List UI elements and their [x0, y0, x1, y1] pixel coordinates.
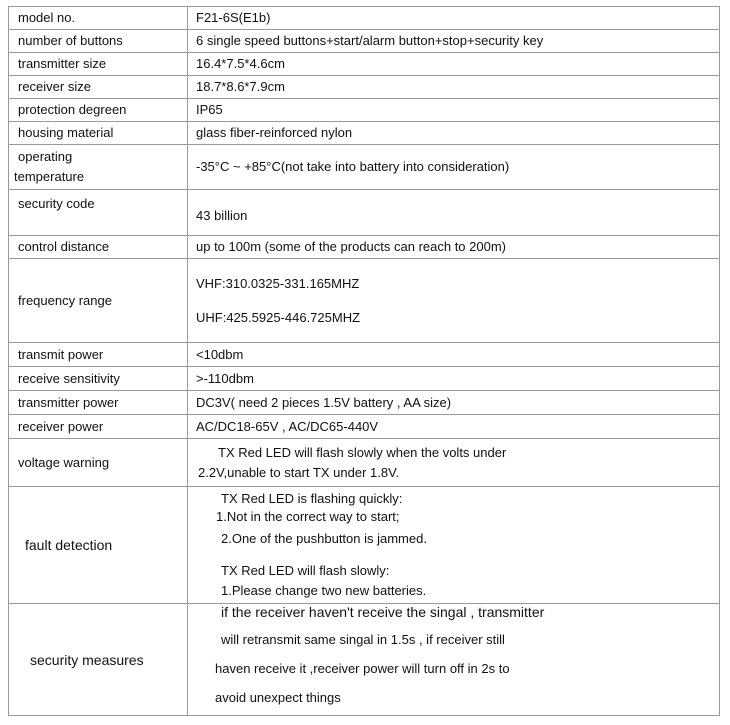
- row-label: housing material: [9, 122, 188, 145]
- value-line: 1.Not in the correct way to start;: [216, 509, 400, 524]
- row-label: transmitter power: [9, 391, 188, 415]
- row-value: 16.4*7.5*4.6cm: [188, 53, 720, 76]
- row-value: <10dbm: [188, 343, 720, 367]
- label-line: temperature: [14, 169, 85, 184]
- table-row: [9, 236, 720, 259]
- table-row: [9, 30, 720, 53]
- row-label: transmitter size: [9, 53, 188, 76]
- row-value: [188, 259, 720, 343]
- table-row: [9, 76, 720, 99]
- value-line: VHF:310.0325-331.165MHZ: [196, 275, 360, 291]
- row-label: [9, 145, 188, 190]
- row-label: transmit power: [9, 343, 188, 367]
- label-line: operating: [18, 149, 73, 164]
- value-line: avoid unexpect things: [215, 690, 341, 705]
- row-value: >-110dbm: [188, 367, 720, 391]
- row-value: [188, 487, 720, 604]
- row-label: number of buttons: [9, 30, 188, 53]
- table-row: [9, 343, 720, 367]
- table-row: [9, 122, 720, 145]
- row-value: [188, 439, 720, 487]
- row-label: receiver size: [9, 76, 188, 99]
- row-label: voltage warning: [9, 439, 188, 487]
- row-value: F21-6S(E1b): [188, 7, 720, 30]
- table-row: [9, 391, 720, 415]
- value-line: UHF:425.5925-446.725MHZ: [196, 309, 361, 325]
- row-value: 43 billion: [188, 190, 720, 236]
- row-label: frequency range: [9, 259, 188, 343]
- row-value: -35°C ~ +85°C(not take into battery into consideration): [188, 145, 720, 190]
- spec-table: [8, 6, 720, 716]
- row-label: fault detection: [9, 487, 188, 604]
- value-line: TX Red LED will flash slowly:: [221, 563, 390, 578]
- table-row: [9, 415, 720, 439]
- row-label: security code: [9, 190, 188, 236]
- row-label: control distance: [9, 236, 188, 259]
- value-line: TX Red LED will flash slowly when the volts under: [218, 444, 507, 460]
- table-row: [9, 145, 720, 190]
- table-row: [9, 367, 720, 391]
- value-line: TX Red LED is flashing quickly:: [221, 491, 403, 506]
- value-line: 1.Please change two new batteries.: [221, 583, 427, 598]
- row-value: 6 single speed buttons+start/alarm button+stop+security key: [188, 30, 720, 53]
- row-value: up to 100m (some of the products can reach to 200m): [188, 236, 720, 259]
- table-row: [9, 259, 720, 343]
- row-label: security measures: [9, 604, 188, 716]
- table-row: [9, 99, 720, 122]
- row-label: protection degreen: [9, 99, 188, 122]
- row-value: AC/DC18-65V , AC/DC65-440V: [188, 415, 720, 439]
- row-value: DC3V( need 2 pieces 1.5V battery , AA size): [188, 391, 720, 415]
- value-line: if the receiver haven't receive the singal , transmitter: [221, 604, 545, 620]
- table-row: [9, 604, 720, 716]
- row-value: [188, 604, 720, 716]
- value-line: 2.One of the pushbutton is jammed.: [221, 531, 427, 546]
- table-row: [9, 190, 720, 236]
- row-label: model no.: [9, 7, 188, 30]
- row-value: IP65: [188, 99, 720, 122]
- row-label: receive sensitivity: [9, 367, 188, 391]
- table-row: [9, 439, 720, 487]
- value-line: will retransmit same singal in 1.5s , if receiver still: [221, 632, 505, 647]
- table-row: [9, 53, 720, 76]
- value-line: haven receive it ,receiver power will turn off in 2s to: [215, 661, 510, 676]
- table-row: [9, 7, 720, 30]
- row-value: glass fiber-reinforced nylon: [188, 122, 720, 145]
- value-line: 2.2V,unable to start TX under 1.8V.: [198, 464, 400, 480]
- row-value: 18.7*8.6*7.9cm: [188, 76, 720, 99]
- row-label: receiver power: [9, 415, 188, 439]
- table-row: [9, 487, 720, 604]
